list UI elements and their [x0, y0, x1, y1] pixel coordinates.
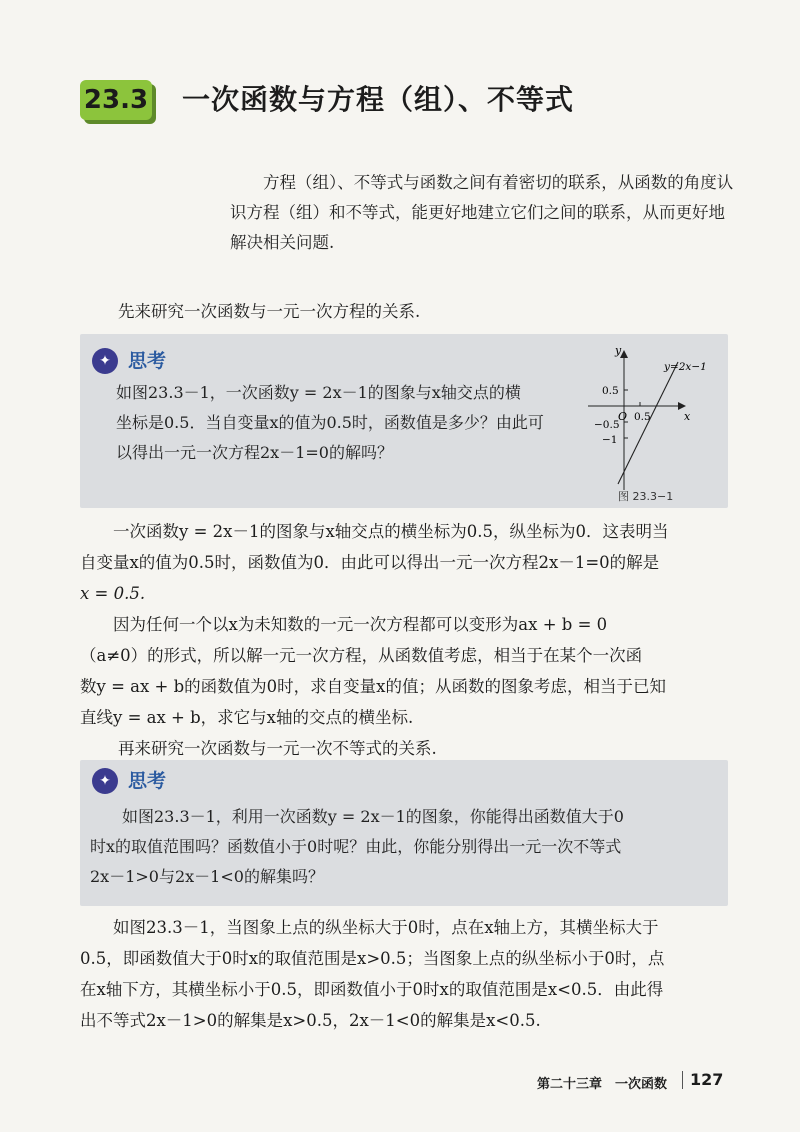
graph-line-y-2x-1	[618, 362, 678, 484]
lightbulb-icon: ✦	[92, 348, 118, 374]
lead-text-equation: 先来研究一次函数与一元一次方程的关系.	[118, 302, 421, 321]
think-line: 2x－1>0与2x－1<0的解集吗？	[90, 867, 324, 886]
footer-chapter: 第二十三章 一次函数	[537, 1077, 668, 1092]
think-line: 如图23.3－1，利用一次函数y = 2x－1的图象，你能得出函数值大于0	[122, 807, 624, 826]
paragraph-line: x = 0.5.	[80, 584, 146, 603]
section-number-badge: 23.3	[80, 80, 152, 120]
lightbulb-icon: ✦	[92, 768, 118, 794]
think-heading: 思考	[128, 770, 167, 792]
think-line: 以得出一元一次方程2x－1=0的解吗？	[116, 443, 393, 462]
figure-caption: 图 23.3−1	[618, 490, 674, 503]
paragraph-line: 出不等式2x－1>0的解集是x>0.5，2x－1<0的解集是x<0.5.	[80, 1011, 541, 1030]
lead-text-inequality: 再来研究一次函数与一元一次不等式的关系.	[118, 739, 437, 758]
origin-label: O	[618, 410, 628, 423]
tick-label-y-neg-0-5: −0.5	[594, 419, 620, 431]
think-line: 如图23.3－1，一次函数y = 2x－1的图象与x轴交点的横	[116, 383, 521, 402]
paragraph-line: （a≠0）的形式，所以解一元一次方程，从函数值考虑，相当于在某个一次函	[80, 646, 643, 665]
tick-label-x-0-5: 0.5	[634, 411, 651, 423]
paragraph-1	[80, 516, 728, 609]
footer-divider	[682, 1071, 683, 1089]
paragraph-line: 一次函数y = 2x－1的图象与x轴交点的横坐标为0.5，纵坐标为0．这表明当	[113, 522, 669, 541]
page-number: 127	[690, 1070, 724, 1089]
think-box-1	[80, 334, 728, 508]
paragraph-line: 因为任何一个以x为未知数的一元一次方程都可以变形为ax + b = 0	[113, 615, 608, 634]
y-axis-label: y	[615, 344, 622, 357]
think-heading: 思考	[128, 350, 167, 372]
x-axis-label: x	[684, 410, 691, 423]
line-equation-label: y=2x−1	[664, 361, 707, 373]
paragraph-2	[80, 609, 728, 733]
paragraph-4	[80, 912, 728, 1036]
tick-label-y-0-5: 0.5	[602, 385, 619, 397]
paragraph-line: 直线y = ax + b，求它与x轴的交点的横坐标.	[80, 708, 414, 727]
paragraph-line: 自变量x的值为0.5时，函数值为0．由此可以得出一元一次方程2x－1=0的解是	[80, 553, 660, 572]
think-line: 时x的取值范围吗？函数值小于0时呢？由此，你能分别得出一元一次不等式	[90, 837, 622, 856]
paragraph-line: 如图23.3－1，当图象上点的纵坐标大于0时，点在x轴上方，其横坐标大于	[113, 918, 659, 937]
tick-label-y-neg-1: −1	[602, 434, 618, 446]
think-question	[90, 802, 720, 892]
paragraph-line: 数y = ax + b的函数值为0时，求自变量x的值；从函数的图象考虑，相当于已知	[80, 677, 666, 696]
paragraph-line: 0.5，即函数值大于0时x的取值范围是x>0.5；当图象上点的纵坐标小于0时，点	[80, 949, 665, 968]
think-line: 坐标是0.5．当自变量x的值为0.5时，函数值是多少？由此可	[116, 413, 544, 432]
section-intro: 方程（组）、不等式与函数之间有着密切的联系，从函数的角度认识方程（组）和不等式，能更好地建立它们之间的联系，从而更好地解决相关问题.	[230, 173, 734, 252]
section-title: 一次函数与方程（组）、不等式	[182, 83, 575, 116]
figure-23-3-1	[584, 340, 728, 508]
paragraph-line: 在x轴下方，其横坐标小于0.5，即函数值小于0时x的取值范围是x<0.5．由此得	[80, 980, 664, 999]
think-box-2	[80, 760, 728, 906]
think-question	[116, 378, 596, 468]
